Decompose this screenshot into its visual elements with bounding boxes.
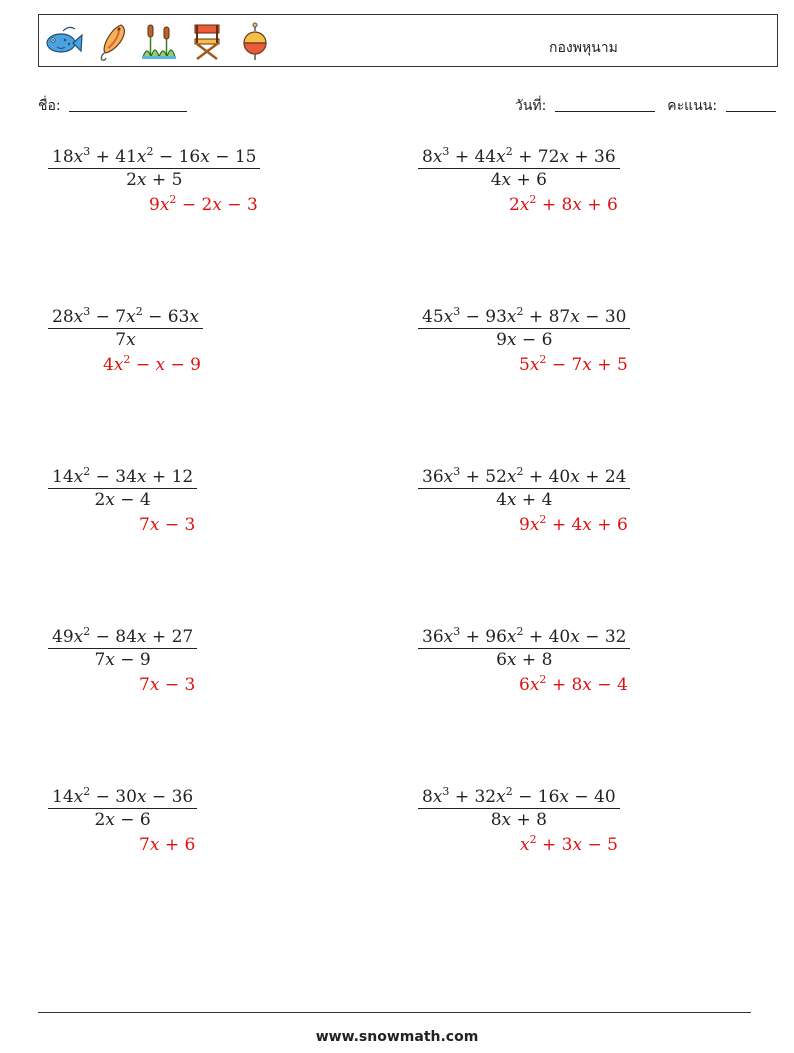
fraction — [418, 626, 630, 671]
numerator: $14x^2 - 30x - 36$ — [48, 786, 197, 809]
answer: $5x^2 - 7x + 5$ — [519, 353, 628, 375]
fishing-lure-icon — [91, 21, 131, 61]
fishing-bobber-icon — [235, 21, 275, 61]
fraction — [48, 146, 260, 191]
denominator: 7x − 9 — [94, 650, 151, 670]
problem-1 — [48, 145, 260, 215]
denominator: 2x − 4 — [94, 490, 151, 510]
worksheet-title: กองพหุนาม — [549, 40, 618, 56]
name-field — [38, 95, 187, 117]
denominator: 8x + 8 — [490, 810, 547, 830]
score-blank[interactable] — [726, 97, 776, 112]
score-label: คะแนน: — [667, 98, 718, 114]
fish-icon — [43, 21, 83, 61]
problem-3 — [48, 305, 203, 375]
answer: $2x^2 + 8x + 6$ — [509, 193, 618, 215]
problem-9 — [48, 785, 197, 855]
fraction — [48, 786, 197, 831]
header-icons — [43, 21, 275, 61]
name-blank[interactable] — [69, 97, 187, 112]
fraction — [418, 306, 630, 351]
fraction — [48, 306, 203, 351]
answer: $x^2 + 3x - 5$ — [520, 833, 618, 855]
date-score-fields — [515, 95, 776, 117]
answer: 7x + 6 — [139, 835, 196, 855]
numerator: $36x^3 + 52x^2 + 40x + 24$ — [418, 466, 630, 489]
answer: 7x − 3 — [139, 515, 196, 535]
problem-2 — [418, 145, 620, 215]
answer: $9x^2 + 4x + 6$ — [519, 513, 628, 535]
numerator: $8x^3 + 44x^2 + 72x + 36$ — [418, 146, 620, 169]
fraction — [418, 146, 620, 191]
numerator: $18x^3 + 41x^2 - 16x - 15$ — [48, 146, 260, 169]
fraction — [48, 466, 197, 511]
footer-divider — [38, 1012, 751, 1013]
name-label: ชื่อ: — [38, 98, 61, 114]
denominator: 2x + 5 — [126, 170, 183, 190]
worksheet-header — [38, 14, 778, 67]
denominator: 4x + 4 — [496, 490, 553, 510]
numerator: $8x^3 + 32x^2 - 16x - 40$ — [418, 786, 620, 809]
answer: $9x^2 - 2x - 3$ — [149, 193, 258, 215]
date-blank[interactable] — [555, 97, 655, 112]
problem-4 — [418, 305, 630, 375]
problem-7 — [48, 625, 197, 695]
numerator: $14x^2 - 34x + 12$ — [48, 466, 197, 489]
director-chair-icon — [187, 21, 227, 61]
answer: $4x^2 - x - 9$ — [103, 353, 201, 375]
denominator: 4x + 6 — [490, 170, 547, 190]
date-label: วันที่: — [515, 98, 547, 114]
numerator: $45x^3 - 93x^2 + 87x - 30$ — [418, 306, 630, 329]
denominator: 7x — [115, 330, 136, 350]
fraction — [418, 786, 620, 831]
problem-8 — [418, 625, 630, 695]
denominator: 9x − 6 — [496, 330, 553, 350]
numerator: $28x^3 - 7x^2 - 63x$ — [48, 306, 203, 329]
problem-5 — [48, 465, 197, 535]
problem-10 — [418, 785, 620, 855]
answer: $6x^2 + 8x - 4$ — [519, 673, 628, 695]
numerator: $49x^2 - 84x + 27$ — [48, 626, 197, 649]
footer-url: www.snowmath.com — [315, 1029, 479, 1045]
denominator: 6x + 8 — [496, 650, 553, 670]
cattail-reeds-icon — [139, 21, 179, 61]
numerator: $36x^3 + 96x^2 + 40x - 32$ — [418, 626, 630, 649]
fraction — [418, 466, 630, 511]
fraction — [48, 626, 197, 671]
denominator: 2x − 6 — [94, 810, 151, 830]
problem-6 — [418, 465, 630, 535]
answer: 7x − 3 — [139, 675, 196, 695]
